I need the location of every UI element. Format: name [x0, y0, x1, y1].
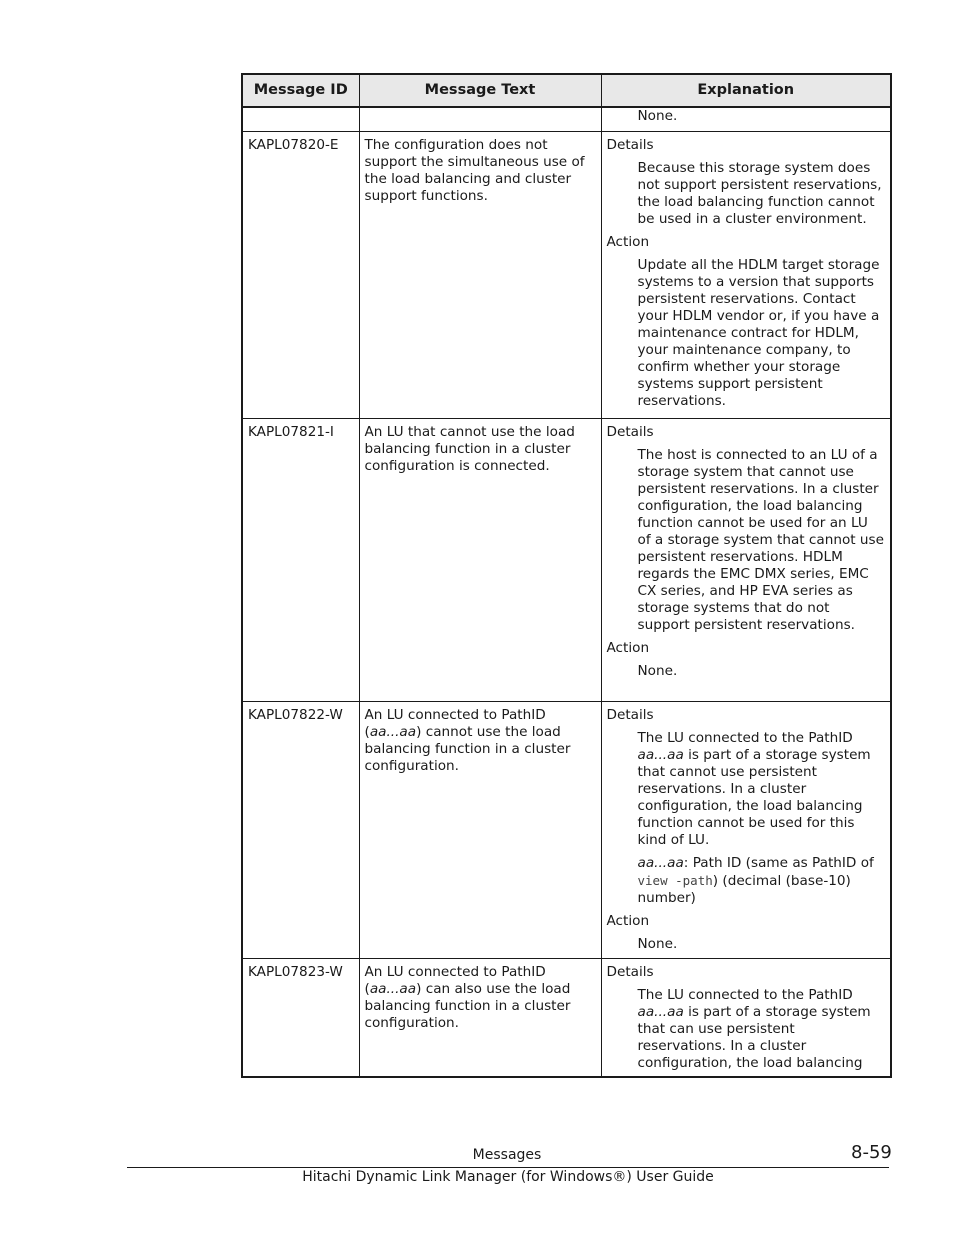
- details-label: Details: [606, 137, 654, 153]
- message-text-part: ) cannot use the load balancing function in a cluster configuration.: [364, 724, 571, 774]
- table-row: [242, 959, 891, 1078]
- variable-description-part: : Path ID (same as PathID of: [683, 855, 874, 871]
- details-label: Details: [606, 707, 654, 723]
- table-row: [242, 419, 891, 702]
- message-text-part: ) can also use the load balancing function in a cluster configuration.: [364, 981, 571, 1031]
- continued-explanation-cell: [601, 107, 891, 132]
- details-label: Details: [606, 964, 654, 980]
- explanation-cell: [601, 702, 891, 959]
- message-text: [359, 959, 601, 1078]
- header-explanation: Explanation: [601, 74, 891, 107]
- explanation-cell: [601, 132, 891, 419]
- message-table: [241, 73, 892, 1078]
- details-variable: aa...aa: [637, 747, 684, 763]
- footer-section-title: Messages: [472, 1147, 542, 1163]
- page-number: 8-59: [851, 1142, 892, 1163]
- message-text-variable: aa...aa: [369, 724, 417, 740]
- continued-text-cell: [359, 107, 601, 132]
- details-text-part: The LU connected to the PathID: [637, 730, 853, 746]
- details-text-part: is part of a storage system that cannot use persistent reservations. In a cluster configuration, the load balancing function cannot be used for this kind of LU.: [637, 747, 871, 848]
- table-row: [242, 702, 891, 959]
- details-text: Because this storage system does not support persistent reservations, the load balancing function cannot be used in a cluster environment.: [637, 160, 882, 227]
- table-row-continued: [242, 107, 891, 132]
- explanation-cell: [601, 959, 891, 1078]
- details-text-part: The LU connected to the PathID: [637, 987, 853, 1003]
- message-text-part: An LU connected to PathID (: [364, 707, 546, 740]
- message-text: [359, 702, 601, 959]
- continued-id-cell: [242, 107, 359, 132]
- details-variable: aa...aa: [637, 1004, 684, 1020]
- message-id: KAPL07820-E: [242, 132, 359, 419]
- action-label: Action: [606, 234, 650, 250]
- command-text: view -path: [637, 873, 713, 888]
- details-label: Details: [606, 424, 654, 440]
- action-text: None.: [637, 663, 678, 679]
- table-header-row: [242, 74, 891, 107]
- action-label: Action: [606, 640, 650, 656]
- details-text-part: is part of a storage system that can use persistent reservations. In a cluster configuration, the load balancing: [637, 1004, 871, 1071]
- message-id: KAPL07821-I: [242, 419, 359, 702]
- action-label: Action: [606, 913, 650, 929]
- message-id: KAPL07823-W: [242, 959, 359, 1078]
- footer-book-title: Hitachi Dynamic Link Manager (for Windows®) User Guide: [302, 1169, 714, 1185]
- header-message-id: Message ID: [242, 74, 359, 107]
- message-text: The configuration does not support the simultaneous use of the load balancing and cluster support functions.: [359, 132, 601, 419]
- details-text: The host is connected to an LU of a storage system that cannot use persistent reservations. In a cluster configuration, the load balancing function cannot be used for an LU of a storage system that cannot use persistent reservations. HDLM regards the EMC DMX series, EMC CX series, and HP EVA series as storage systems that do not support persistent reservations.: [637, 447, 884, 633]
- explanation-cell: [601, 419, 891, 702]
- message-text-variable: aa...aa: [369, 981, 417, 997]
- header-message-text: Message Text: [359, 74, 601, 107]
- action-text: None.: [637, 936, 678, 952]
- footer-divider: [127, 1167, 889, 1168]
- message-text: An LU that cannot use the load balancing function in a cluster configuration is connected.: [359, 419, 601, 702]
- variable-name: aa...aa: [637, 855, 684, 871]
- details-text: [638, 730, 886, 849]
- message-text-part: An LU connected to PathID (: [364, 964, 546, 997]
- details-text: [638, 987, 886, 1072]
- variable-description: [638, 855, 886, 907]
- variable-description-part: ) (decimal (base-10) number): [637, 873, 851, 906]
- continued-action-text: None.: [637, 108, 678, 124]
- message-id: KAPL07822-W: [242, 702, 359, 959]
- action-text: Update all the HDLM target storage systems to a version that supports persistent reservations. Contact your HDLM vendor or, if you have a maintenance contract for HDLM, your maintenance company, to confirm whether your storage systems support persistent reservations.: [637, 257, 880, 409]
- table-row: [242, 132, 891, 419]
